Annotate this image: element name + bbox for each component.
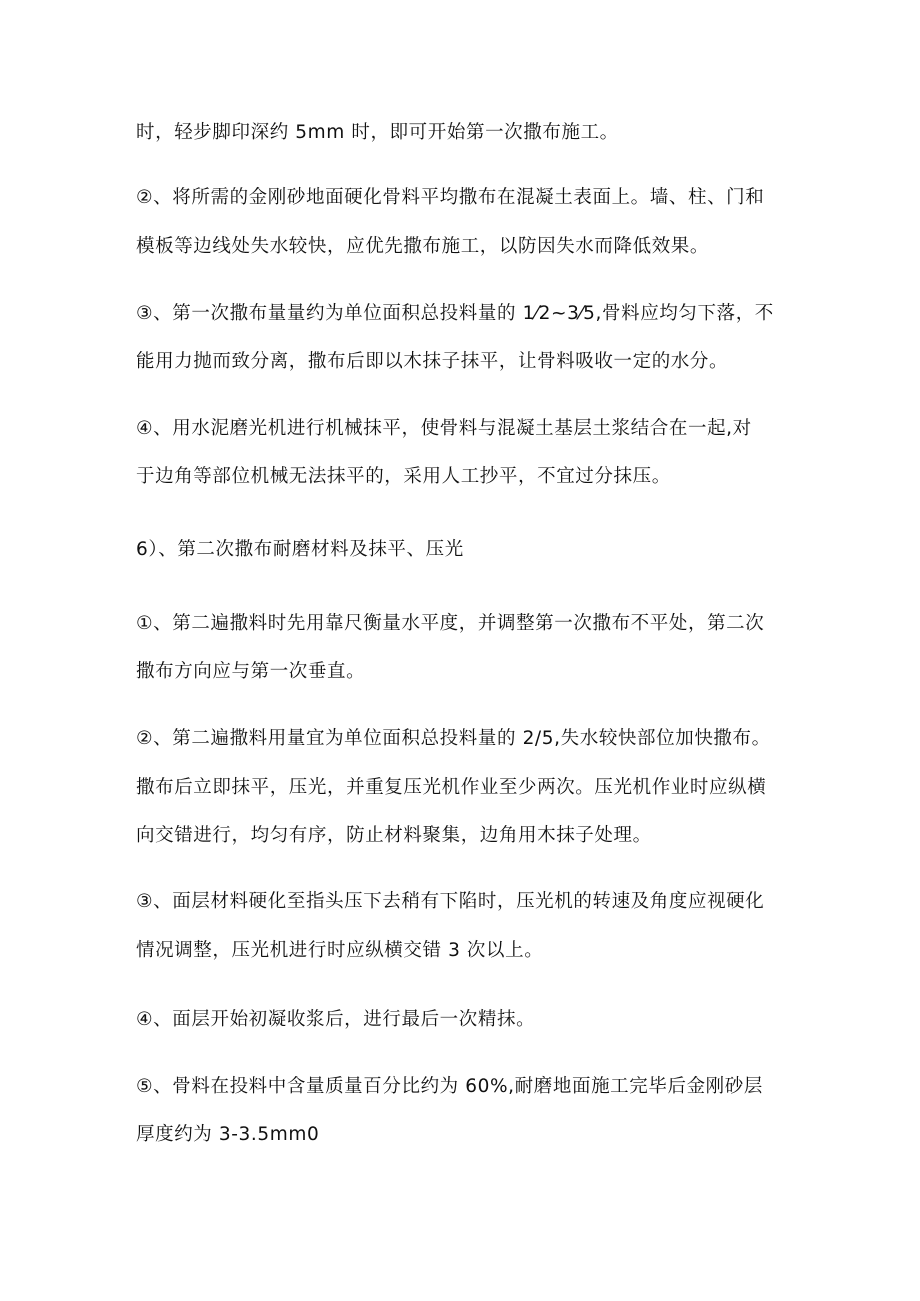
section-heading: 6）、第二次撒布耐磨材料及抹平、压光: [136, 539, 464, 560]
text-line: ④、用水泥磨光机进行机械抹平，使骨料与混凝土基层土浆结合在一起,对: [136, 418, 752, 439]
text-line: ②、将所需的金刚砂地面硬化骨料平均撒布在混凝土表面上。墙、柱、门和: [136, 187, 765, 208]
text-line: 撒布后立即抹平，压光，并重复压光机作业至少两次。压光机作业时应纵横: [136, 777, 767, 798]
text-line: 厚度约为 3-3.5mm0: [136, 1124, 320, 1145]
text-line: 情况调整，压光机进行时应纵横交错 3 次以上。: [136, 940, 544, 961]
text-line: 向交错进行，均匀有序，防止材料聚集，边角用木抹子处理。: [136, 825, 652, 846]
text-line: 撒布方向应与第一次垂直。: [136, 661, 366, 682]
text-line: 时，轻步脚印深约 5mm 时，即可开始第一次撒布施工。: [136, 122, 619, 143]
text-line: ③、第一次撒布量量约为单位面积总投料量的 1⁄2~3⁄5,骨料应均匀下落，不: [136, 303, 774, 324]
text-line: ①、第二遍撒料时先用靠尺衡量水平度，并调整第一次撒布不平处，第二次: [136, 613, 765, 634]
text-line: ⑤、骨料在投料中含量质量百分比约为 60%,耐磨地面施工完毕后金刚砂层: [136, 1076, 763, 1097]
text-line: ②、第二遍撒料用量宜为单位面积总投料量的 2/5,失水较快部位加快撒布。: [136, 728, 771, 749]
text-line: ③、面层材料硬化至指头压下去稍有下陷时，压光机的转速及角度应视硬化: [136, 891, 765, 912]
text-line: ④、面层开始初凝收浆后，进行最后一次精抹。: [136, 1009, 536, 1030]
text-line: 于边角等部位机械无法抹平的，采用人工抄平，不宜过分抹压。: [136, 466, 671, 487]
text-line: 能用力抛而致分离，撒布后即以木抹子抹平，让骨料吸收一定的水分。: [136, 351, 729, 372]
text-line: 模板等边线处失水较快，应优先撒布施工，以防因失水而降低效果。: [136, 236, 710, 257]
